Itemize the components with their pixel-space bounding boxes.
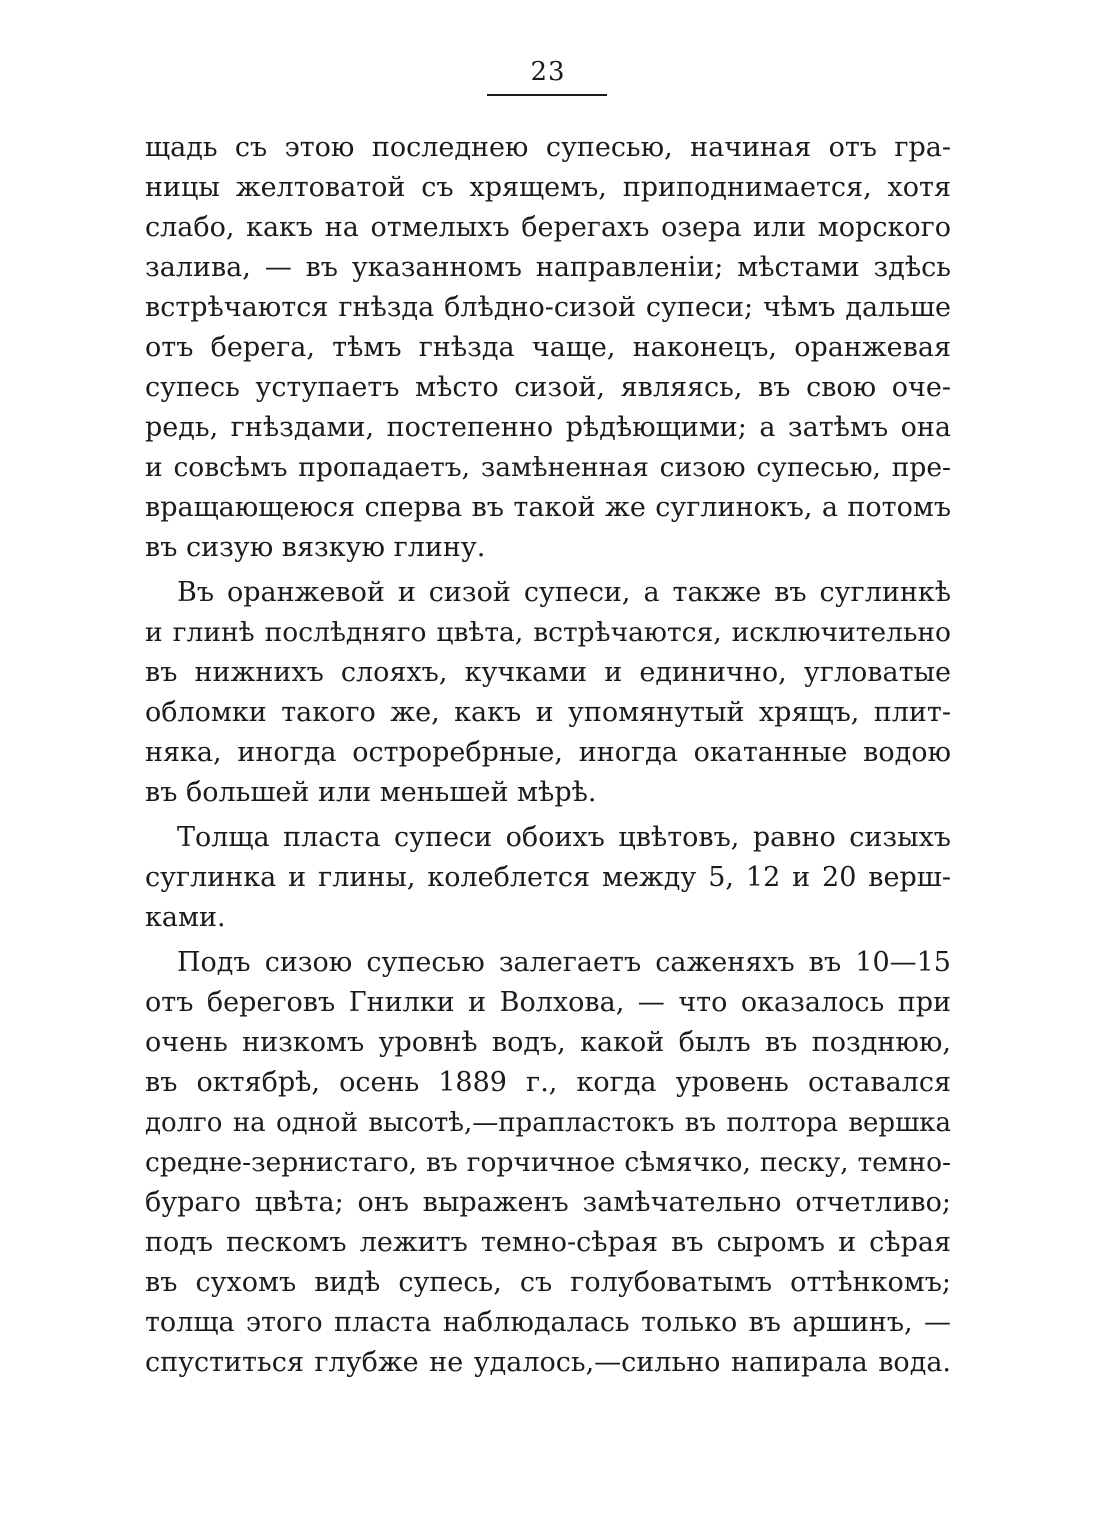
paragraph-2 xyxy=(145,573,951,813)
text-line: Толща пласта супеси обоихъ цвѣтовъ, равно сизыхъ xyxy=(177,822,951,853)
text-line: обломки такого же, какъ и упомянутый хрящъ, плит- xyxy=(145,697,951,728)
body-text xyxy=(145,128,951,1383)
text-line: слабо, какъ на отмелыхъ берегахъ озера или морского xyxy=(145,212,951,243)
text-line: няка, иногда остроребрные, иногда окатанные водою xyxy=(145,737,951,768)
text-line: щадь съ этою последнею супесью, начиная отъ гра- xyxy=(145,132,951,163)
page-number: 23 xyxy=(530,57,566,87)
text-line: Въ оранжевой и сизой супеси, а также въ суглинкѣ xyxy=(177,577,951,608)
text-line: суглинка и глины, колеблется между 5, 12 и 20 верш- xyxy=(145,862,951,893)
text-line: въ сизую вязкую глину. xyxy=(145,532,486,563)
text-line: ницы желтоватой съ хрящемъ, приподнимается, хотя xyxy=(145,172,951,203)
text-line: отъ береговъ Гнилки и Волхова, — что оказалось при xyxy=(145,987,951,1018)
text-line: въ октябрѣ, осень 1889 г., когда уровень оставался xyxy=(145,1067,951,1098)
text-line: супесь уступаетъ мѣсто сизой, являясь, въ свою оче- xyxy=(145,372,951,403)
text-line: спуститься глубже не удалось,—сильно напирала вода. xyxy=(145,1347,951,1378)
text-line: очень низкомъ уровнѣ водъ, какой былъ въ позднюю, xyxy=(145,1027,951,1058)
text-line: толща этого пласта наблюдалась только въ аршинъ, — xyxy=(145,1307,951,1338)
text-line: редь, гнѣздами, постепенно рѣдѣющими; а затѣмъ она xyxy=(145,412,951,443)
text-line: и глинѣ послѣдняго цвѣта, встрѣчаются, исключительно xyxy=(145,617,951,648)
paragraph-1 xyxy=(145,128,951,568)
header-rule xyxy=(487,94,607,96)
text-line: подъ пескомъ лежитъ темно-сѣрая въ сыромъ и сѣрая xyxy=(145,1227,951,1258)
text-line: бураго цвѣта; онъ выраженъ замѣчательно отчетливо; xyxy=(145,1187,951,1218)
text-line: и совсѣмъ пропадаетъ, замѣненная сизою супесью, пре- xyxy=(145,452,951,483)
text-line: въ нижнихъ слояхъ, кучками и единично, угловатые xyxy=(145,657,951,688)
text-line: встрѣчаются гнѣзда блѣдно-сизой супеси; чѣмъ дальше xyxy=(145,292,951,323)
text-line: вращающеюся сперва въ такой же суглинокъ, а потомъ xyxy=(145,492,951,523)
paragraph-3 xyxy=(145,818,951,938)
text-line: средне-зернистаго, въ горчичное сѣмячко, песку, темно- xyxy=(145,1147,951,1178)
text-line: долго на одной высотѣ,—прапластокъ въ полтора вершка xyxy=(145,1108,951,1138)
text-line: въ большей или меньшей мѣрѣ. xyxy=(145,777,597,808)
text-line: залива, — въ указанномъ направленіи; мѣстами здѣсь xyxy=(145,252,951,283)
paragraph-4 xyxy=(145,943,951,1383)
text-line: Подъ сизою супесью залегаетъ саженяхъ въ 10—15 xyxy=(177,947,951,978)
text-line: ками. xyxy=(145,902,226,933)
text-line: отъ берега, тѣмъ гнѣзда чаще, наконецъ, оранжевая xyxy=(145,332,951,363)
text-line: въ сухомъ видѣ супесь, съ голубоватымъ оттѣнкомъ; xyxy=(145,1267,951,1298)
